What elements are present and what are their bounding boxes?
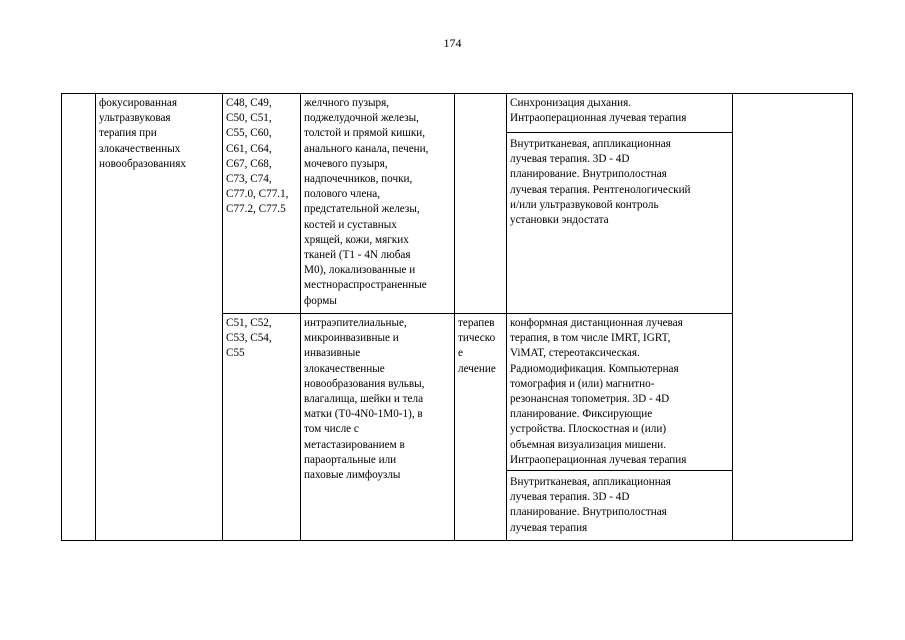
- col-border-1: [95, 93, 96, 541]
- table-bottom-border: [61, 540, 853, 541]
- treatment-type-cell-row2: терапев тическо е лечение: [458, 317, 496, 375]
- patient-model-cell-row2: интраэпителиальные, микроинвазивные и инвазивные злокачественные новообразования вульвы, влагалища, шейки и тела матки (T0-4N0-1M0-1), в том числе с метастазированием в параортальные или паховые лимфоузлы: [304, 317, 425, 482]
- patient-model-cell-row1: желчного пузыря, поджелудочной железы, толстой и прямой кишки, анального канала, печени, мочевого пузыря, надпочечников, почки, полового члена, предстательной железы, костей и суставных хрящей, кожи, мягких тканей (T1 - 4N любая M0), локализованные и местнораспространенные формы: [304, 97, 429, 307]
- col-border-4: [454, 93, 455, 541]
- method-cell-row2-a: конформная дистанционная лучевая терапия, в том числе IMRT, IGRT, ViMAT, стереотаксическая. Радиомодификация. Компьютерная томография и (или) магнитно- резонансная топометрия. 3D - 4D планирование. Фиксирующие устройства. Плоскостная и (или) объемная визуализация мишени. Интраоперационная лучевая терапия: [510, 317, 687, 466]
- col-border-6: [732, 93, 733, 541]
- col-border-7: [852, 93, 853, 541]
- method-cell-row1-a: Синхронизация дыхания. Интраоперационная лучевая терапия: [510, 97, 687, 125]
- row-divider: [222, 313, 732, 314]
- icd-codes-cell-row2: C51, C52, C53, C54, C55: [226, 317, 272, 360]
- col-border-0: [61, 93, 62, 541]
- col-border-2: [222, 93, 223, 541]
- treatment-type-cell-row1: [458, 96, 506, 126]
- table-top-border: [61, 93, 853, 94]
- treatment-name-cell: фокусированная ультразвуковая терапия при злокачественных новообразованиях: [99, 97, 186, 170]
- page-number: 174: [443, 36, 462, 50]
- col-border-3: [300, 93, 301, 541]
- method-divider-1: [506, 132, 732, 133]
- method-divider-2: [506, 470, 732, 471]
- col-border-5: [506, 93, 507, 541]
- method-cell-row2-b: Внутритканевая, аппликационная лучевая терапия. 3D - 4D планирование. Внутриполостная лучевая терапия: [510, 476, 671, 534]
- method-cell-row1-b: Внутритканевая, аппликационная лучевая терапия. 3D - 4D планирование. Внутриполостная лучевая терапия. Рентгенологический и/или ультразвуковой контроль установки эндостата: [510, 138, 691, 227]
- icd-codes-cell-row1: C48, C49, C50, C51, C55, C60, C61, C64, C67, C68, C73, C74, C77.0, C77.1, C77.2, C77.5: [226, 97, 289, 216]
